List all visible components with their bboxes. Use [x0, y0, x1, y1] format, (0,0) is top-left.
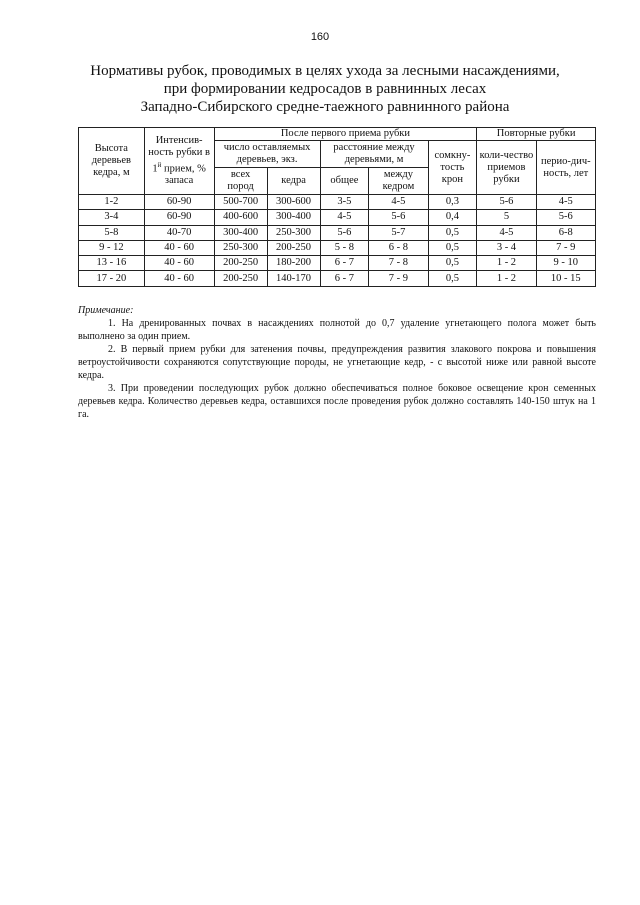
header-height: Высота деревьев кедра, м — [79, 128, 145, 195]
title-line-3: Западно-Сибирского средне-таежного равнинного района — [140, 99, 510, 115]
table-cell: 4-5 — [536, 195, 595, 210]
table-cell: 9 - 10 — [536, 256, 595, 271]
table-cell: 7 - 9 — [536, 240, 595, 255]
table-cell: 9 - 12 — [79, 240, 145, 255]
table-row — [79, 225, 596, 240]
header-total-distance: общее — [320, 168, 369, 195]
table-cell: 1-2 — [79, 195, 145, 210]
table-cell: 3-4 — [79, 210, 145, 225]
table-cell: 0,5 — [428, 256, 477, 271]
table-cell: 7 - 9 — [369, 271, 428, 286]
norms-table — [78, 127, 596, 287]
table-cell: 13 - 16 — [79, 256, 145, 271]
header-intensity: Интенсив-ность рубки в $1^й$ прием, % запаса — [144, 128, 214, 195]
table-cell: 180-200 — [267, 256, 320, 271]
table-cell: 1 - 2 — [477, 271, 536, 286]
title-line-2: при формировании кедросадов в равнинных лесах — [163, 81, 487, 97]
table-cell: 5 — [477, 210, 536, 225]
header-between-cedar: между кедром — [369, 168, 428, 195]
table-cell: 6 - 8 — [369, 240, 428, 255]
table-cell: 0,5 — [428, 225, 477, 240]
table-cell: 200-250 — [267, 240, 320, 255]
table-row — [79, 195, 596, 210]
title-line-1: Нормативы рубок, проводимых в целях ухода за лесными насаждениями, — [90, 63, 560, 79]
table-cell: 5 - 8 — [320, 240, 369, 255]
table-cell: 0,4 — [428, 210, 477, 225]
document-title — [60, 62, 590, 116]
table-body — [79, 195, 596, 287]
table-cell: 6 - 7 — [320, 271, 369, 286]
table-cell: 400-600 — [214, 210, 267, 225]
table-cell: 17 - 20 — [79, 271, 145, 286]
table-cell: 6 - 7 — [320, 256, 369, 271]
table-cell: 5-6 — [369, 210, 428, 225]
header-after-first-cut: После первого приема рубки — [214, 128, 477, 141]
table-row — [79, 271, 596, 286]
table-row — [79, 256, 596, 271]
table-cell: 4-5 — [320, 210, 369, 225]
header-repeat-cuts: Повторные рубки — [477, 128, 596, 141]
table-cell: 40 - 60 — [144, 256, 214, 271]
table-cell: 40 - 60 — [144, 271, 214, 286]
table-cell: 3-5 — [320, 195, 369, 210]
table-cell: 3 - 4 — [477, 240, 536, 255]
table-cell: 300-600 — [267, 195, 320, 210]
table-row — [79, 210, 596, 225]
table-cell: 200-250 — [214, 271, 267, 286]
table-cell: 5-6 — [477, 195, 536, 210]
notes-section — [78, 304, 596, 421]
table-cell: 5-7 — [369, 225, 428, 240]
header-canopy-closure: сомкну-тость крон — [428, 141, 477, 195]
header-trees-left: число оставляемых деревьев, экз. — [214, 141, 320, 168]
table-cell: 4-5 — [369, 195, 428, 210]
table-cell: 300-400 — [214, 225, 267, 240]
note-item-2: 2. В первый прием рубки для затенения почвы, предупреждения развития злакового покрова и повышения ветроустойчивости сохраняются сопутствующие породы, не угнетающие кедр, - с высотой ниже или равной высоте кедра. — [78, 344, 596, 381]
table-cell: 40 - 60 — [144, 240, 214, 255]
header-all-species: всех пород — [214, 168, 267, 195]
table-cell: 60-90 — [144, 210, 214, 225]
table-cell: 60-90 — [144, 195, 214, 210]
table-cell: 140-170 — [267, 271, 320, 286]
table-cell: 4-5 — [477, 225, 536, 240]
table-cell: 10 - 15 — [536, 271, 595, 286]
header-periodicity: перио-дич-ность, лет — [536, 141, 595, 195]
table-cell: 0,5 — [428, 240, 477, 255]
table-cell: 200-250 — [214, 256, 267, 271]
table-cell: 0,5 — [428, 271, 477, 286]
header-intensity-superscript: й — [157, 160, 162, 169]
header-cedar: кедра — [267, 168, 320, 195]
table-cell: 5-6 — [536, 210, 595, 225]
table-cell: 500-700 — [214, 195, 267, 210]
note-item-1: 1. На дренированных почвах в насаждениях полнотой до 0,7 удаление угнетающего полога может быть выполнено за один прием. — [78, 318, 596, 342]
notes-heading: Примечание: — [78, 305, 134, 316]
header-distance: расстояние между деревьями, м — [320, 141, 428, 168]
table-cell: 300-400 — [267, 210, 320, 225]
table-cell: 5-6 — [320, 225, 369, 240]
table-cell: 1 - 2 — [477, 256, 536, 271]
table-cell: 250-300 — [267, 225, 320, 240]
page-number: 160 — [310, 31, 330, 43]
table-row — [79, 240, 596, 255]
table-cell: 7 - 8 — [369, 256, 428, 271]
table-cell: 6-8 — [536, 225, 595, 240]
table-cell: 250-300 — [214, 240, 267, 255]
table-cell: 5-8 — [79, 225, 145, 240]
table-cell: 0,3 — [428, 195, 477, 210]
table-cell: 40-70 — [144, 225, 214, 240]
header-cut-count: коли-чество приемов рубки — [477, 141, 536, 195]
note-item-3: 3. При проведении последующих рубок должно обеспечиваться полное боковое освещение крон семенных деревьев кедра. Количество деревьев кедра, оставшихся после проведения рубок должно составлять 140-150 штук на 1 га. — [78, 383, 596, 420]
